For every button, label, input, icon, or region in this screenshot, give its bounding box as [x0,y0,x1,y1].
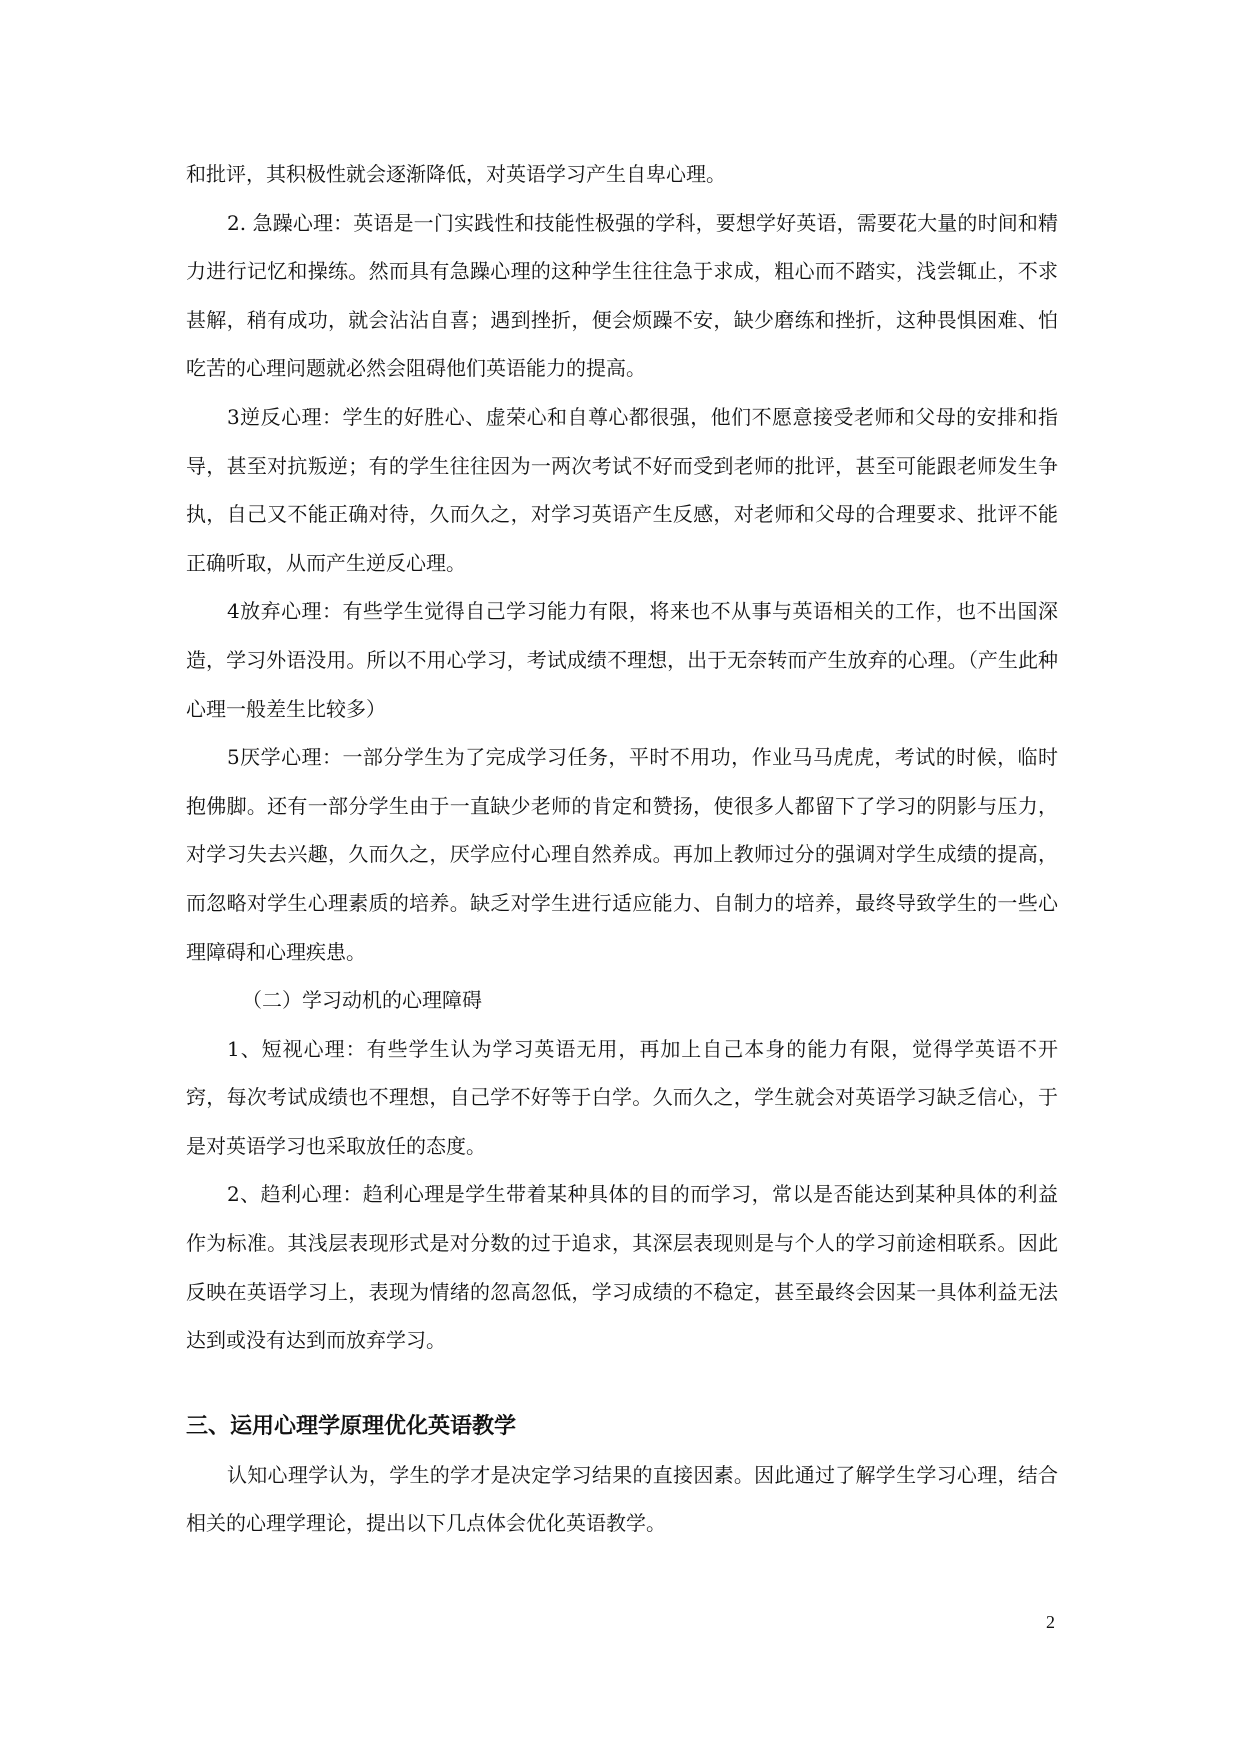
document-body [186,150,1058,1548]
paragraph-impatience: 2. 急躁心理：英语是一门实践性和技能性极强的学科，要想学好英语，需要花大量的时间和精力进行记忆和操练。然而具有急躁心理的这种学生往往急于求成，粗心而不踏实，浅尝辄止，不求甚解，稍有成功，就会沾沾自喜；遇到挫折，便会烦躁不安，缺少磨练和挫折，这种畏惧困难、怕吃苦的心理问题就必然会阻碍他们英语能力的提高。 [186,210,1058,381]
paragraph-rebellion: 3逆反心理：学生的好胜心、虚荣心和自尊心都很强，他们不愿意接受老师和父母的安排和指导，甚至对抗叛逆；有的学生往往因为一两次考试不好而受到老师的批评，甚至可能跟老师发生争执，自己又不能正确对待，久而久之，对学习英语产生反感，对老师和父母的合理要求、批评不能正确听取，从而产生逆反心理。 [186,404,1058,575]
paragraph-aversion: 5厌学心理：一部分学生为了完成学习任务，平时不用功，作业马马虎虎，考试的时候，临时抱佛脚。还有一部分学生由于一直缺少老师的肯定和赞扬，使很多人都留下了学习的阴影与压力，对学习失去兴趣，久而久之，厌学应付心理自然养成。再加上教师过分的强调对学生成绩的提高，而忽略对学生心理素质的培养。缺乏对学生进行适应能力、自制力的培养，最终导致学生的一些心理障碍和心理疾患。 [186,745,1058,964]
section-heading: 三、运用心理学原理优化英语教学 [186,1413,517,1439]
paragraph-short-sighted: 1、短视心理：有些学生认为学习英语无用，再加上自己本身的能力有限，觉得学英语不开窍，每次考试成绩也不理想，自己学不好等于白学。久而久之，学生就会对英语学习缺乏信心，于是对英语学习也采取放任的态度。 [186,1036,1058,1158]
paragraph-profit-seeking: 2、趋利心理：趋利心理是学生带着某种具体的目的而学习，常以是否能达到某种具体的利益作为标准。其浅层表现形式是对分数的过于追求，其深层表现则是与个人的学习前途相联系。因此反映在英语学习上，表现为情绪的忽高忽低，学习成绩的不稳定，甚至最终会因某一具体利益无法达到或没有达到而放弃学习。 [186,1182,1058,1353]
paragraph-giving-up: 4放弃心理：有些学生觉得自己学习能力有限，将来也不从事与英语相关的工作，也不出国深造，学习外语没用。所以不用心学习，考试成绩不理想，出于无奈转而产生放弃的心理。（产生此种心理一般差生比较多） [186,599,1058,721]
section-subheading: （二）学习动机的心理障碍 [242,988,482,1013]
paragraph-continuation: 和批评，其积极性就会逐渐降低，对英语学习产生自卑心理。 [186,162,726,186]
page-number: 2 [1046,1612,1055,1632]
paragraph-cognitive: 认知心理学认为，学生的学才是决定学习结果的直接因素。因此通过了解学生学习心理，结合相关的心理学理论，提出以下几点体会优化英语教学。 [186,1462,1058,1536]
